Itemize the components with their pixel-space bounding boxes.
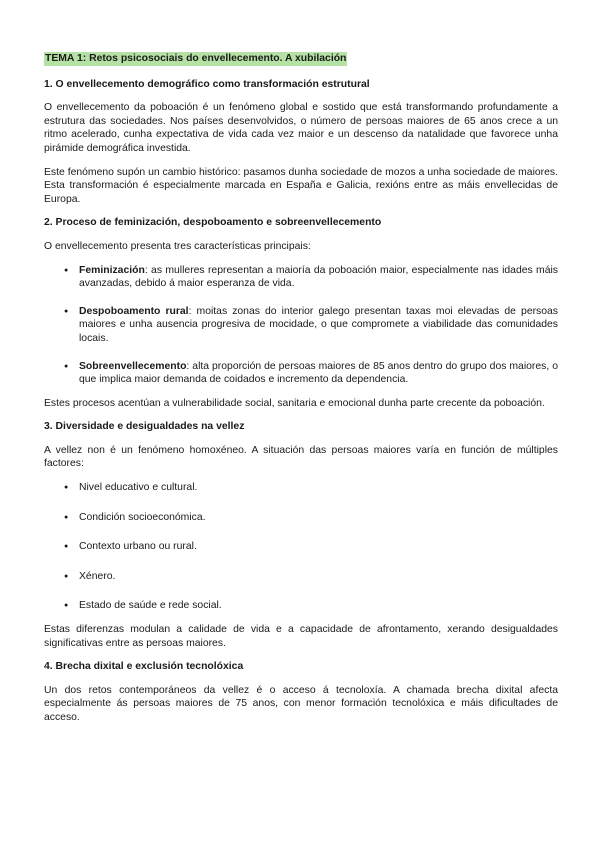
list-item: ● Nivel educativo e cultural.	[44, 481, 558, 495]
list-item: ● Contexto urbano ou rural.	[44, 540, 558, 554]
section-4-heading: 4. Brecha dixital e exclusión tecnolóxica	[44, 661, 244, 673]
section-3-bullet-list	[44, 481, 558, 613]
section-2-outro: Estes procesos acentúan a vulnerabilidade social, sanitaria e emocional dunha parte crecente da poboación.	[44, 397, 545, 409]
list-item: ● Estado de saúde e rede social.	[44, 599, 558, 613]
list-item-sobreenvellecemento	[44, 360, 558, 387]
list-item-despoboamento	[44, 305, 558, 346]
bullet-text: : moitas zonas do interior galego presentan taxas moi elevadas de persoas maiores e unha ausencia progresiva de mocidade, o que compromete a viabilidade das comunidades locais.	[79, 305, 559, 344]
list-item: ● Condición socioeconómica.	[44, 511, 558, 525]
document-content	[44, 52, 558, 735]
bullet-text: : alta proporción de persoas maiores de 85 anos dentro do grupo dos maiores, o que implica maior demanda de coidados e incremento da dependencia.	[79, 360, 558, 386]
section-1-paragraph-2: Este fenómeno supón un cambio histórico: pasamos dunha sociedade de mozos a unha sociedade de maiores. Esta transformación é especialmente marcada en España e Galicia, rexións entre as máis envellecidas de Europa.	[44, 166, 558, 205]
section-1-heading: 1. O envellecemento demográfico como transformación estrutural	[44, 78, 370, 90]
list-item-feminizacion	[44, 264, 558, 291]
bullet-term: Sobreenvellecemento	[79, 360, 187, 372]
bullet-term: Feminización	[79, 264, 145, 276]
section-3-outro: Estas diferenzas modulan a calidade de vida e a capacidade de afrontamento, xerando desigualdades significativas entre as persoas maiores.	[44, 624, 558, 649]
section-2-bullet-list	[44, 264, 558, 387]
document-title: TEMA 1: Retos psicosociais do envellecemento. A xubilación	[45, 53, 347, 64]
list-item: ● Xénero.	[44, 570, 558, 584]
bullet-text: : as mulleres representan a maioría da poboación maior, especialmente nas idades máis avanzadas, debido á maior esperanza de vida.	[79, 264, 558, 290]
section-3-heading: 3. Diversidade e desigualdades na vellez	[44, 421, 245, 433]
section-2-intro: O envellecemento presenta tres características principais:	[44, 240, 311, 252]
section-1-paragraph-1: O envellecemento da poboación é un fenómeno global e sostido que está transformando profundamente a estrutura das sociedades. Nos países desenvolvidos, o número de persoas maiores de 65 anos crece a un ritmo acelerado, cunha expectativa de vida cada vez maior e un descenso da natalidade que favorece unha pirámide demográfica investida.	[44, 102, 558, 154]
section-2-heading: 2. Proceso de feminización, despoboamento e sobreenvellecemento	[44, 217, 382, 229]
bullet-term: Despoboamento rural	[79, 305, 189, 317]
section-3-intro: A vellez non é un fenómeno homoxéneo. A situación das persoas maiores varía en función de múltiples factores:	[44, 444, 558, 470]
section-4-paragraph-1: Un dos retos contemporáneos da vellez é o acceso á tecnoloxía. A chamada brecha dixital afecta especialmente ás persoas maiores de 75 anos, con menor formación tecnolóxica e máis dificultades de acceso.	[44, 684, 558, 723]
